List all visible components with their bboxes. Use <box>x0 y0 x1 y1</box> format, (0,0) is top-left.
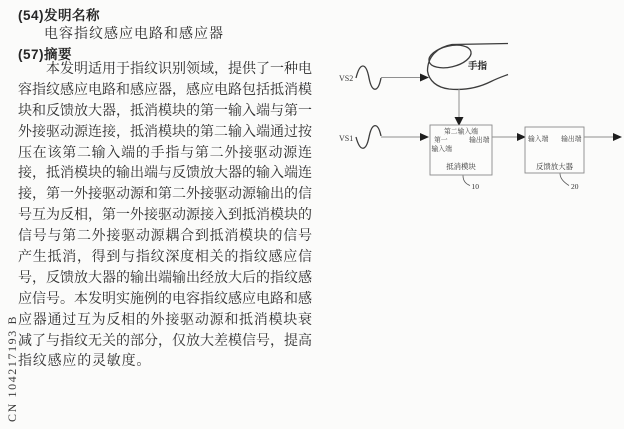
abstract-line: 号，反馈放大器的输出端输出经放大后的指纹感 <box>18 270 312 286</box>
arrowhead-right-icon <box>420 133 429 141</box>
field-54-invention-name-label: (54)发明名称 <box>18 8 101 23</box>
sine-wave-icon <box>356 126 381 149</box>
arrowhead-right-icon <box>420 74 429 82</box>
cancel-module-ref-number: 10 <box>471 182 479 191</box>
cancel-module-right-port: 输出端 <box>469 137 490 144</box>
abstract-line: 块和反馈放大器，抵消模块的第一输入端与第一 <box>18 103 312 119</box>
cancel-module-left-port-line2: 输入端 <box>431 146 452 153</box>
abstract-line: 接，第一外接驱动源和第二外接驱动源输出的信 <box>18 187 312 203</box>
field-57-abstract-label: (57)摘要 <box>18 47 73 62</box>
invention-title: 电容指纹感应电路和感应器 <box>44 27 224 42</box>
abstract-line: 应器通过互为反相的外接驱动源和抵消模块衰 <box>18 312 312 328</box>
cancel-module-left-port-line1: 第一 <box>434 137 448 144</box>
cancel-module-name: 抵消模块 <box>446 162 476 171</box>
abstract-line: 本发明适用于指纹识别领域，提供了一种电 <box>46 62 312 77</box>
amplifier-left-port: 输入端 <box>528 136 549 143</box>
cancel-module-top-port: 第二输入端 <box>444 128 478 136</box>
abstract-line: 接，抵消模块的输出端与反馈放大器的输入端连 <box>18 166 312 182</box>
patent-publication-number: CN 104217193 B <box>5 314 19 422</box>
amplifier-right-port: 输出端 <box>561 136 582 143</box>
abstract-line: 应信号。本发明实施例的电容指纹感应电路和感 <box>18 291 312 307</box>
abstract-line: 容指纹感应电路和感应器，感应电路包括抵消模 <box>18 82 312 98</box>
abstract-line: 号互为反相，第一外接驱动源接入到抵消模块的 <box>18 208 312 224</box>
abstract-line: 减了与指纹无关的部分，仅放大差模信号，提高 <box>18 333 312 349</box>
abstract-line: 指纹感应的灵敏度。 <box>18 354 152 370</box>
vs1-source-label: VS1 <box>339 134 354 143</box>
arrowhead-right-icon <box>613 133 622 141</box>
amplifier-name: 反馈放大器 <box>536 162 573 171</box>
abstract-text <box>18 60 312 373</box>
abstract-line: 外接驱动源连接，抵消模块的第二输入端通过按 <box>18 124 312 140</box>
ref-leader-line <box>560 174 569 186</box>
circuit-diagram-figure <box>312 0 624 230</box>
sine-wave-icon <box>356 66 381 89</box>
ref-leader-line <box>463 176 470 186</box>
finger-label: 手指 <box>468 62 488 72</box>
vs2-source-label: VS2 <box>339 74 354 83</box>
abstract-line: 产生抵消，得到与指纹深度相关的指纹感应信 <box>18 250 312 266</box>
abstract-line: 压在该第二输入端的手指与第二外接驱动源连 <box>18 145 312 161</box>
amplifier-ref-number: 20 <box>571 182 579 191</box>
abstract-line: 信号与第二外接驱动源耦合到抵消模块的信号 <box>18 229 312 245</box>
